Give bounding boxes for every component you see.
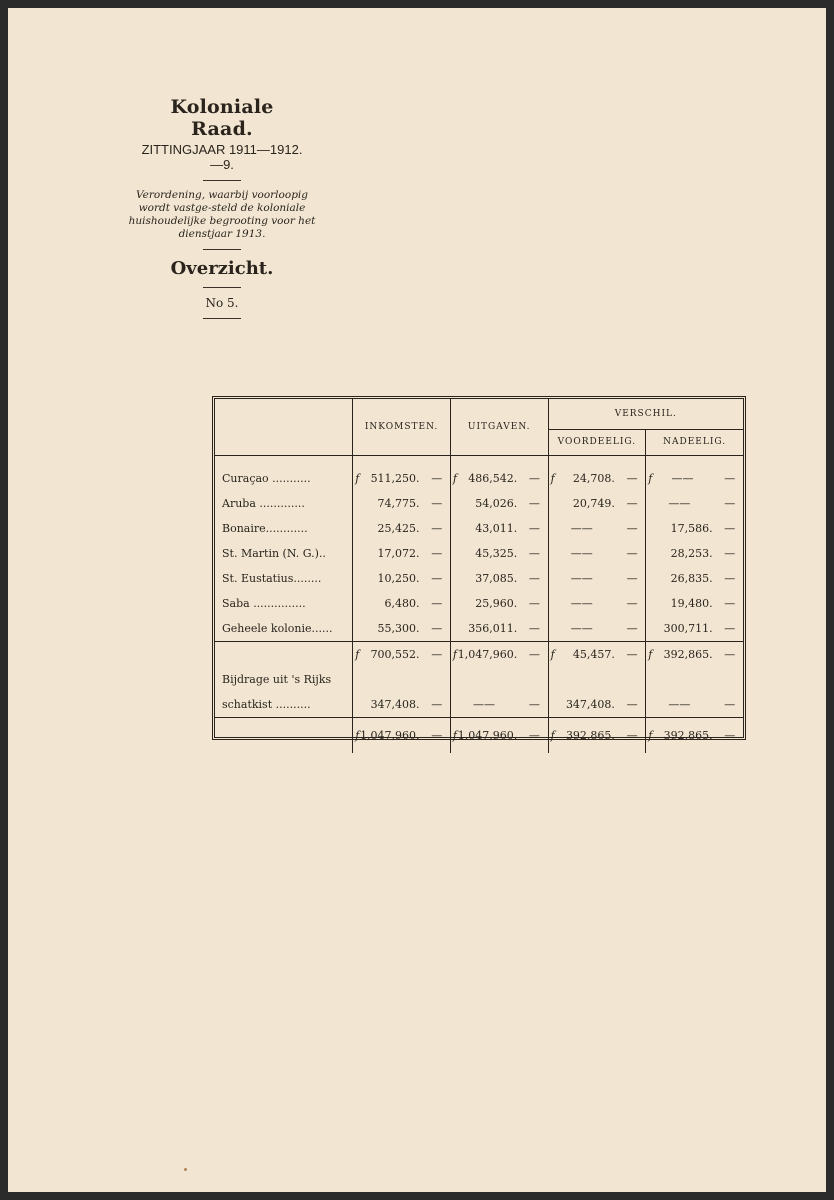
- cell-inkomsten-value: 511,250.: [370, 471, 420, 485]
- dash-cell: —: [626, 471, 638, 485]
- dash-cell: —: [528, 521, 540, 535]
- currency-mark: f: [452, 471, 457, 485]
- dash-cell: —: [626, 596, 638, 610]
- subtotal-nadeelig: 392,865.: [663, 647, 713, 661]
- row-label-value: Geheele kolonie......: [222, 621, 333, 635]
- overview-heading: Overzicht.: [170, 258, 274, 279]
- cell-nadeelig: [646, 541, 717, 566]
- dash-cell: —: [724, 697, 736, 711]
- cell-nadeelig: [646, 591, 717, 616]
- total-row: [215, 717, 743, 753]
- cell-voordeelig: [548, 491, 619, 516]
- currency-mark: f: [550, 728, 555, 742]
- bijdrage-inkomsten: 347,408.: [353, 692, 424, 718]
- cell-inkomsten: [353, 591, 424, 616]
- dash-cell: —: [431, 546, 443, 560]
- cell-voordeelig-value: 20,749.: [572, 496, 615, 510]
- divider: [203, 287, 241, 288]
- cell-uitgaven: [450, 591, 521, 616]
- currency-mark: f: [648, 728, 653, 742]
- divider: [203, 249, 241, 250]
- dash-cell: —: [619, 641, 646, 667]
- total-nadeelig: 392,865.: [663, 728, 713, 742]
- document-number: No 5.: [205, 296, 239, 310]
- cell-uitgaven-value: 486,542.: [468, 471, 518, 485]
- cell-inkomsten: [353, 516, 424, 541]
- cell-voordeelig-value: ——: [570, 521, 593, 535]
- row-label-value: St. Eustatius........: [222, 571, 322, 585]
- row-label-value: Bonaire............: [222, 521, 308, 535]
- cell-voordeelig: [548, 566, 619, 591]
- dash-cell: —: [619, 717, 646, 753]
- row-label: [215, 541, 353, 566]
- row-label-value: St. Martin (N. G.)..: [222, 546, 326, 560]
- row-label-value: Curaçao ...........: [222, 471, 311, 485]
- ordinance-subtitle: Verordening, waarbij voorloopig wordt vastge-steld de koloniale huishoudelijke begrooting voor het dienstjaar 1913.: [128, 189, 316, 240]
- document-title: Koloniale Raad.: [170, 96, 274, 140]
- dash-cell: —: [528, 546, 540, 560]
- dash-cell: —: [626, 697, 638, 711]
- table-row: [215, 591, 743, 616]
- dash-cell: —: [528, 621, 540, 635]
- row-label: [215, 491, 353, 516]
- currency-mark: f: [550, 647, 555, 661]
- cell-uitgaven-value: 25,960.: [475, 596, 518, 610]
- currency-mark: f: [648, 647, 653, 661]
- cell-uitgaven: [450, 566, 521, 591]
- cell-voordeelig-value: ——: [570, 596, 593, 610]
- cell-uitgaven: [450, 616, 521, 642]
- row-label-value: Aruba .............: [222, 496, 305, 510]
- dash-cell: —: [717, 641, 743, 667]
- cell-inkomsten-value: 17,072.: [377, 546, 420, 560]
- dash-cell: —: [431, 621, 443, 635]
- dash-cell: —: [424, 717, 451, 753]
- dash-cell: —: [626, 496, 638, 510]
- inkomsten-header: INKOMSTEN.: [353, 399, 451, 455]
- dash-cell: —: [724, 521, 736, 535]
- dash-cell: —: [528, 697, 540, 711]
- cell-nadeelig-value: 17,586.: [670, 521, 713, 535]
- nadeelig-header: NADEELIG.: [646, 429, 743, 455]
- cell-uitgaven: [450, 491, 521, 516]
- cell-uitgaven-value: 43,011.: [475, 521, 518, 535]
- cell-uitgaven-value: 37,085.: [475, 571, 518, 585]
- divider: [203, 318, 241, 319]
- voordeelig-header: VOORDEELIG.: [548, 429, 646, 455]
- cell-uitgaven-value: 356,011.: [468, 621, 518, 635]
- row-label: [215, 591, 353, 616]
- subtotal-voordeelig: 45,457.: [572, 647, 615, 661]
- cell-nadeelig-value: ——: [671, 471, 694, 485]
- dash-cell: —: [528, 571, 540, 585]
- dash-cell: —: [626, 546, 638, 560]
- cell-uitgaven: [450, 541, 521, 566]
- cell-inkomsten: [353, 566, 424, 591]
- dash-cell: —: [626, 621, 638, 635]
- dash-cell: —: [724, 596, 736, 610]
- cell-inkomsten: [353, 541, 424, 566]
- cell-nadeelig-value: 300,711.: [663, 621, 713, 635]
- cell-voordeelig: [548, 466, 619, 491]
- session-line: ZITTINGJAAR 1911—1912.—9.: [141, 142, 303, 172]
- dash-cell: —: [717, 717, 743, 753]
- bijdrage-row-1: [215, 667, 743, 692]
- currency-mark: f: [452, 647, 457, 661]
- dash-cell: —: [724, 571, 736, 585]
- bijdrage-row-2: [215, 692, 743, 718]
- total-uitgaven: 1,047,960.: [457, 728, 518, 742]
- dash-cell: —: [431, 596, 443, 610]
- cell-nadeelig-value: 26,835.: [670, 571, 713, 585]
- cell-nadeelig: [646, 491, 717, 516]
- table-body: [215, 466, 743, 642]
- dash-cell: —: [724, 621, 736, 635]
- table-row: [215, 466, 743, 491]
- currency-mark: f: [452, 728, 457, 742]
- cell-voordeelig-value: ——: [570, 571, 593, 585]
- cell-voordeelig: [548, 616, 619, 642]
- currency-mark: f: [355, 471, 360, 485]
- bijdrage-uitgaven: ——: [450, 692, 521, 718]
- dash-cell: —: [521, 641, 548, 667]
- cell-voordeelig-value: ——: [570, 621, 593, 635]
- cell-inkomsten: [353, 616, 424, 642]
- cell-uitgaven: [450, 516, 521, 541]
- currency-mark: f: [355, 647, 360, 661]
- bijdrage-voordeelig: 347,408.: [548, 692, 619, 718]
- dash-cell: —: [724, 496, 736, 510]
- cell-inkomsten: [353, 466, 424, 491]
- cell-nadeelig: [646, 566, 717, 591]
- row-label: [215, 466, 353, 491]
- dash-cell: —: [724, 471, 736, 485]
- table-row: [215, 541, 743, 566]
- cell-inkomsten: [353, 491, 424, 516]
- currency-mark: f: [648, 471, 653, 485]
- budget-table: [212, 396, 746, 740]
- table-row: [215, 491, 743, 516]
- cell-uitgaven: [450, 466, 521, 491]
- dash-cell: —: [626, 571, 638, 585]
- currency-mark: f: [550, 471, 555, 485]
- cell-inkomsten-value: 55,300.: [377, 621, 420, 635]
- dash-cell: —: [424, 641, 451, 667]
- cell-nadeelig: [646, 516, 717, 541]
- table-row: [215, 516, 743, 541]
- divider: [203, 180, 241, 181]
- verschil-header: VERSCHIL.: [548, 399, 743, 429]
- dash-cell: —: [528, 596, 540, 610]
- total-voordeelig: 392,865.: [565, 728, 615, 742]
- cell-inkomsten-value: 74,775.: [377, 496, 420, 510]
- dash-cell: —: [528, 471, 540, 485]
- cell-uitgaven-value: 54,026.: [475, 496, 518, 510]
- dash-cell: —: [521, 717, 548, 753]
- currency-mark: f: [355, 728, 360, 742]
- dash-cell: —: [431, 521, 443, 535]
- row-label-value: Saba ...............: [222, 596, 306, 610]
- dash-cell: —: [431, 697, 443, 711]
- dash-cell: —: [431, 571, 443, 585]
- subtotal-inkomsten: 700,552.: [370, 647, 420, 661]
- cell-voordeelig: [548, 516, 619, 541]
- cell-nadeelig: [646, 616, 717, 642]
- dash-cell: —: [626, 521, 638, 535]
- cell-inkomsten-value: 6,480.: [384, 596, 420, 610]
- cell-nadeelig-value: 28,253.: [670, 546, 713, 560]
- subtotal-row: [215, 641, 743, 667]
- table-row: [215, 616, 743, 642]
- subtotal-uitgaven: 1,047,960.: [457, 647, 518, 661]
- cell-voordeelig-value: ——: [570, 546, 593, 560]
- cell-nadeelig-value: ——: [668, 496, 691, 510]
- bijdrage-label-2: schatkist ..........: [222, 697, 311, 711]
- cell-nadeelig: [646, 466, 717, 491]
- table-row: [215, 566, 743, 591]
- label-header: [215, 399, 353, 455]
- bijdrage-label: Bijdrage uit 's Rijks: [222, 672, 332, 686]
- row-label: [215, 616, 353, 642]
- dash-cell: —: [431, 471, 443, 485]
- dash-cell: —: [724, 546, 736, 560]
- bijdrage-nadeelig: ——: [646, 692, 717, 718]
- header-block: [128, 96, 316, 327]
- cell-voordeelig-value: 24,708.: [572, 471, 615, 485]
- cell-nadeelig-value: 19,480.: [670, 596, 713, 610]
- row-label: [215, 566, 353, 591]
- row-label: [215, 516, 353, 541]
- document-page: [8, 8, 826, 1192]
- cell-inkomsten-value: 25,425.: [377, 521, 420, 535]
- total-inkomsten: 1,047,960.: [360, 728, 420, 742]
- cell-voordeelig: [548, 591, 619, 616]
- cell-voordeelig: [548, 541, 619, 566]
- dash-cell: —: [431, 496, 443, 510]
- cell-uitgaven-value: 45,325.: [475, 546, 518, 560]
- uitgaven-header: UITGAVEN.: [450, 399, 548, 455]
- dash-cell: —: [528, 496, 540, 510]
- paper-speck: [184, 1168, 187, 1171]
- cell-inkomsten-value: 10,250.: [377, 571, 420, 585]
